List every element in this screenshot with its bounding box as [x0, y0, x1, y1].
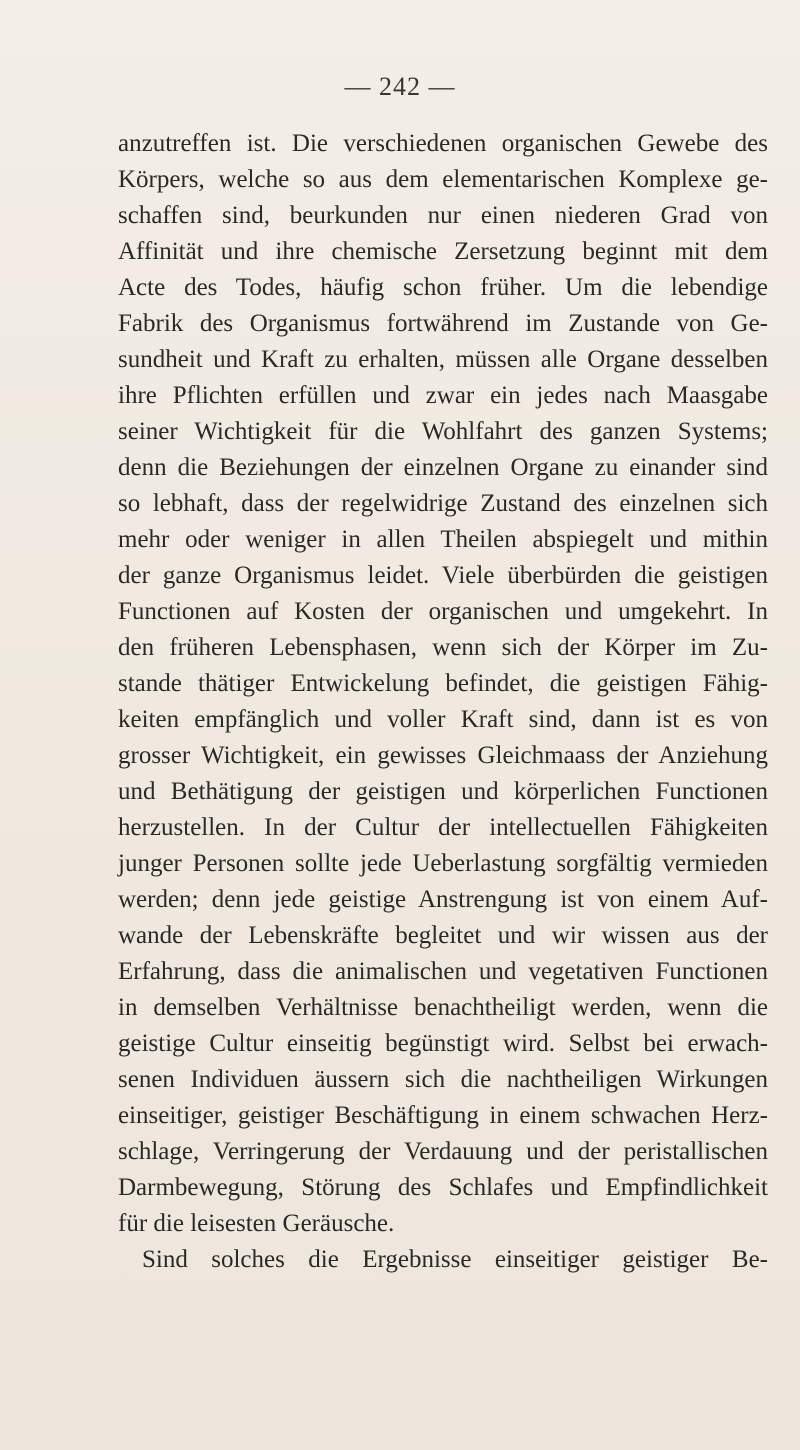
text-line: junger Personen sollte jede Ueberlastung sorgfältig vermieden	[118, 850, 768, 877]
text-line: den früheren Lebensphasen, wenn sich der Körper im Zu-	[118, 634, 768, 661]
text-line: so lebhaft, dass der regelwidrige Zustand des einzelnen sich	[118, 490, 768, 517]
text-line: in demselben Verhältnisse benachtheiligt werden, wenn die	[118, 994, 768, 1021]
text-line: grosser Wichtigkeit, ein gewisses Gleichmaass der Anziehung	[118, 742, 768, 769]
text-line: schlage, Verringerung der Verdauung und der peristallischen	[118, 1138, 768, 1165]
body-text	[118, 126, 768, 1278]
text-line: wande der Lebenskräfte begleitet und wir wissen aus der	[118, 922, 768, 949]
text-line: senen Individuen äussern sich die nachtheiligen Wirkungen	[118, 1066, 768, 1093]
text-line: keiten empfänglich und voller Kraft sind, dann ist es von	[118, 706, 768, 733]
page-number: — 242 —	[344, 72, 456, 101]
text-line: stande thätiger Entwickelung befindet, die geistigen Fähig-	[118, 670, 768, 697]
text-line: Affinität und ihre chemische Zersetzung beginnt mit dem	[118, 238, 768, 265]
text-line: werden; denn jede geistige Anstrengung ist von einem Auf-	[118, 886, 768, 913]
text-line: mehr oder weniger in allen Theilen abspiegelt und mithin	[118, 526, 768, 553]
text-line: und Bethätigung der geistigen und körperlichen Functionen	[118, 778, 768, 805]
text-line: denn die Beziehungen der einzelnen Organe zu einander sind	[118, 454, 768, 481]
text-line: Darmbewegung, Störung des Schlafes und Empfindlichkeit	[118, 1174, 768, 1201]
text-line: einseitiger, geistiger Beschäftigung in einem schwachen Herz-	[118, 1102, 768, 1129]
text-line: Acte des Todes, häufig schon früher. Um die lebendige	[118, 274, 768, 301]
text-line: für die leisesten Geräusche.	[118, 1210, 395, 1237]
text-line: ihre Pflichten erfüllen und zwar ein jedes nach Maasgabe	[118, 382, 768, 409]
text-line: herzustellen. In der Cultur der intellectuellen Fähigkeiten	[118, 814, 768, 841]
text-line: seiner Wichtigkeit für die Wohlfahrt des ganzen Systems;	[118, 418, 768, 445]
text-line: Erfahrung, dass die animalischen und vegetativen Functionen	[118, 958, 768, 985]
text-line: Körpers, welche so aus dem elementarischen Komplexe ge-	[118, 166, 768, 193]
text-line: Sind solches die Ergebnisse einseitiger geistiger Be-	[142, 1246, 768, 1273]
text-line: Functionen auf Kosten der organischen und umgekehrt. In	[118, 598, 768, 625]
text-line: geistige Cultur einseitig begünstigt wird. Selbst bei erwach-	[118, 1030, 768, 1057]
text-line: Fabrik des Organismus fortwährend im Zustande von Ge-	[118, 310, 768, 337]
text-line: schaffen sind, beurkunden nur einen niederen Grad von	[118, 202, 768, 229]
text-line: anzutreffen ist. Die verschiedenen organischen Gewebe des	[118, 130, 768, 157]
text-line: sundheit und Kraft zu erhalten, müssen alle Organe desselben	[118, 346, 768, 373]
text-line: der ganze Organismus leidet. Viele überbürden die geistigen	[118, 562, 768, 589]
